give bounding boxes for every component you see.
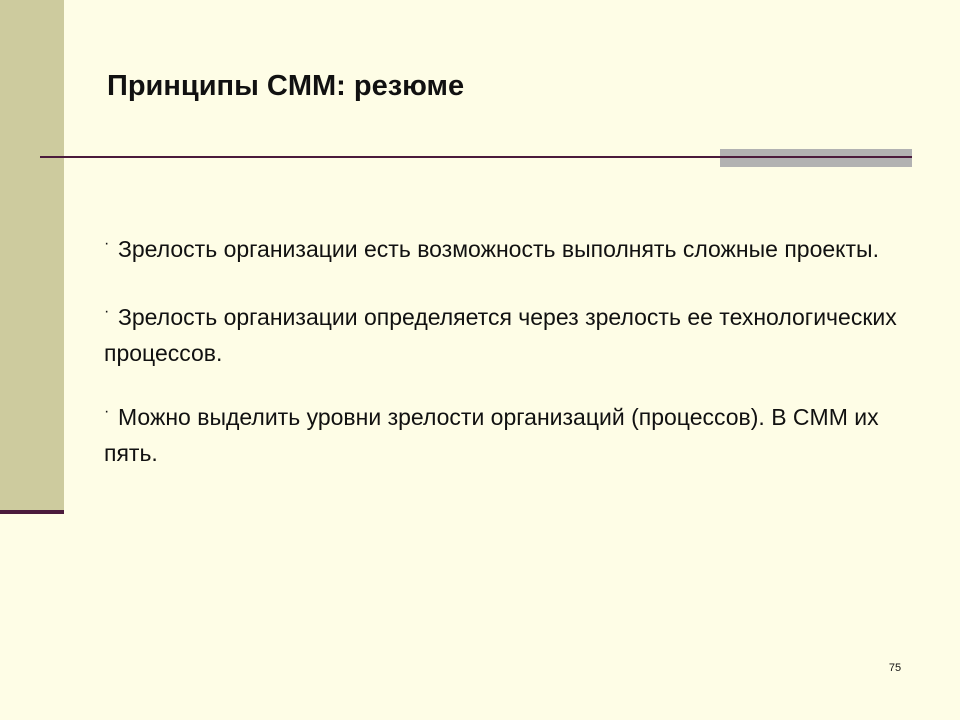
- bullet-list: [104, 233, 914, 501]
- bullet-item: [104, 401, 914, 469]
- slide-title: Принципы CMM: резюме: [107, 70, 465, 102]
- title-divider-accent: [720, 149, 912, 167]
- bullet-marker: ·: [104, 403, 110, 420]
- left-decorative-band: [0, 0, 64, 511]
- bullet-text: Зрелость организации определяется через зрелость ее технологических процессов.: [104, 304, 897, 366]
- bullet-marker: ·: [104, 235, 110, 252]
- bullet-item: [104, 301, 914, 369]
- bullet-marker: ·: [104, 303, 110, 320]
- bullet-item: [104, 233, 914, 269]
- bullet-text: Зрелость организации есть возможность выполнять сложные проекты.: [118, 236, 879, 262]
- left-band-divider: [0, 510, 64, 514]
- bullet-text: Можно выделить уровни зрелости организаций (процессов). В CMM их пять.: [104, 404, 879, 466]
- title-divider-accent-line: [720, 156, 912, 158]
- page-number: 75: [888, 662, 902, 674]
